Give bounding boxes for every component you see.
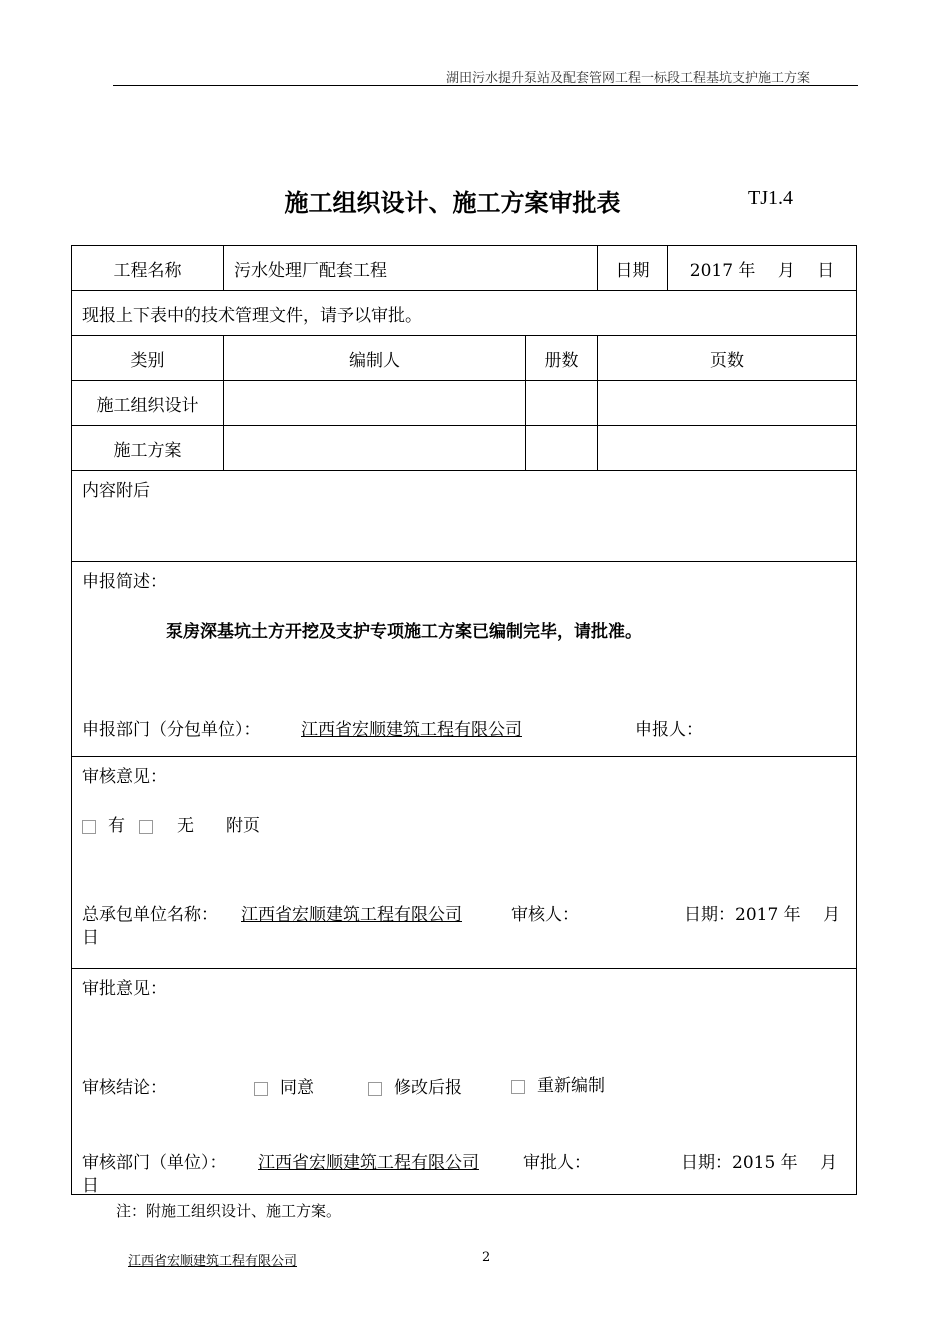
approval-form-table [71,245,857,1195]
contractor-value: 江西省宏顺建筑工程有限公司 [241,905,462,925]
redo-label: 重新编制 [537,1076,605,1096]
header-rule [113,85,858,86]
option-revise [368,1073,462,1098]
checkbox-no[interactable] [139,820,153,834]
content-attached-label: 内容附后 [82,481,150,501]
report-dept-value: 江西省宏顺建筑工程有限公司 [301,720,522,740]
revise-label: 修改后报 [394,1078,462,1098]
agree-label: 同意 [280,1078,314,1098]
row-volumes [526,426,598,471]
approval-section [72,969,857,1195]
page-title: 施工组织设计、施工方案审批表 [284,189,621,217]
option-redo [511,1071,605,1096]
contractor-label: 总承包单位名称： [82,905,218,925]
review-date-day: 日 [82,928,99,948]
approval-date-day: 日 [82,1176,99,1196]
report-statement: 泵房深基坑土方开挖及支护专项施工方案已编制完毕，请批准。 [166,622,642,642]
review-label: 审核意见： [82,767,167,787]
checkbox-yes[interactable] [82,820,96,834]
table-row [72,381,857,426]
row-volumes [526,381,598,426]
review-options [82,811,260,836]
col-pages: 页数 [598,336,857,381]
content-row [72,471,857,562]
footer-company: 江西省宏顺建筑工程有限公司 [128,1254,298,1269]
row-pages [598,381,857,426]
approver-label: 审批人： [523,1153,591,1173]
reviewer-label: 审核人： [511,905,579,925]
table-row [72,426,857,471]
row-pages [598,426,857,471]
approval-dept-value: 江西省宏顺建筑工程有限公司 [258,1153,479,1173]
option-agree [254,1073,314,1098]
form-code: TJ1.4 [748,187,793,209]
running-header: 湖田污水提升泵站及配套管网工程一标段工程基坑支护施工方案 [445,71,810,86]
report-dept-label: 申报部门（分包单位）： [82,720,261,740]
page-number: 2 [482,1250,491,1265]
report-section [72,562,857,757]
submit-text: 现报上下表中的技术管理文件，请予以审批。 [72,291,857,336]
reporter-label: 申报人： [635,720,703,740]
col-author: 编制人 [224,336,526,381]
approval-date: 日期：2015 年 月 [681,1153,838,1173]
project-value: 污水处理厂配套工程 [224,246,598,291]
column-header-row [72,336,857,381]
review-section [72,757,857,969]
approval-label: 审批意见： [82,979,167,999]
project-row [72,246,857,291]
checkbox-redo[interactable] [511,1080,525,1094]
row-category: 施工组织设计 [72,381,224,426]
row-category: 施工方案 [72,426,224,471]
approval-dept-label: 审核部门（单位）： [82,1153,227,1173]
review-date: 日期：2017 年 月 [684,905,841,925]
attachment-label: 附页 [226,816,260,836]
checkbox-revise[interactable] [368,1082,382,1096]
date-label: 日期 [598,246,668,291]
row-author [224,426,526,471]
row-author [224,381,526,426]
date-value: 2017 年 月 日 [668,246,857,291]
form-note: 注：附施工组织设计、施工方案。 [116,1202,342,1220]
checkbox-agree[interactable] [254,1082,268,1096]
col-volumes: 册数 [526,336,598,381]
conclusion-label: 审核结论： [82,1078,167,1098]
col-category: 类别 [72,336,224,381]
report-label: 申报简述： [82,572,167,592]
option-no-label: 无 [177,816,194,836]
project-label: 工程名称 [72,246,224,291]
submit-row [72,291,857,336]
option-yes-label: 有 [108,816,125,836]
